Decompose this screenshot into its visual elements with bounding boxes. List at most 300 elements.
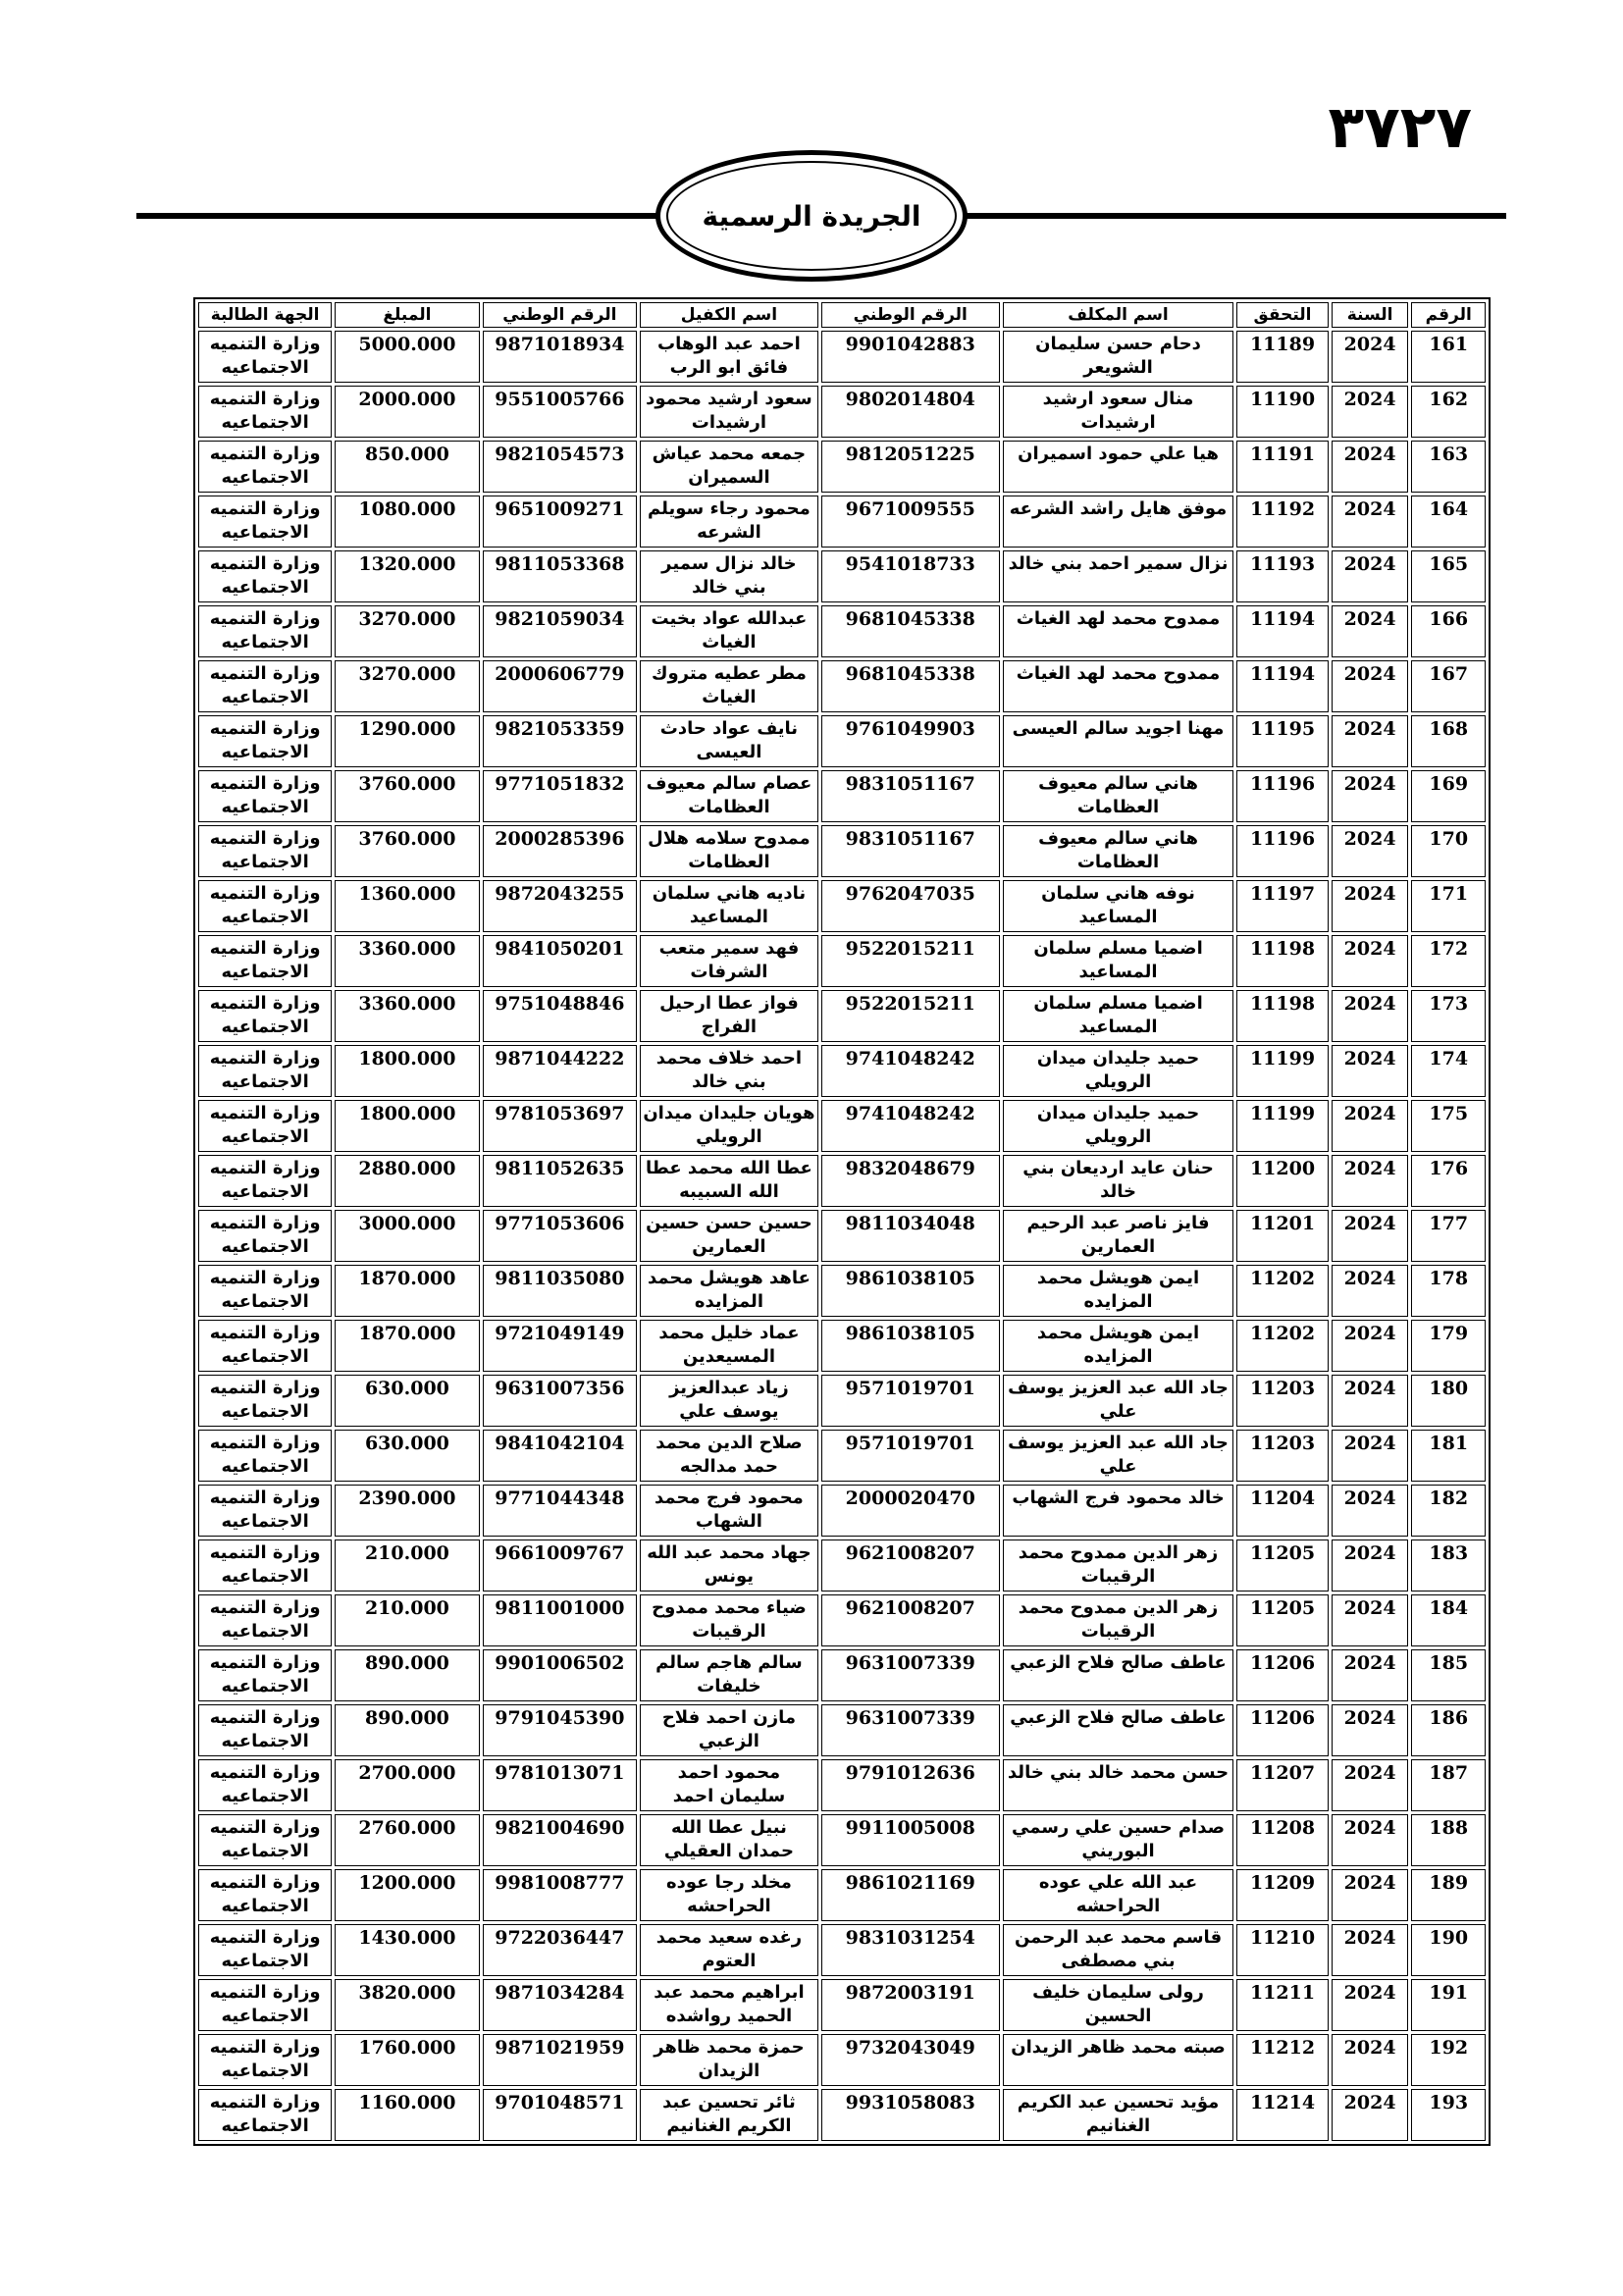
cell-taxpayer-national-id: 9631007339 — [821, 1649, 1000, 1701]
cell-taxpayer-name: زهر الدين ممدوح محمد الرقيبات — [1003, 1594, 1233, 1646]
table-row — [198, 386, 1486, 438]
table-row — [198, 1594, 1486, 1646]
cell-year: 2024 — [1332, 441, 1409, 493]
cell-guarantor-name: جهاد محمد عبد الله يونس — [640, 1539, 818, 1592]
cell-guarantor-name: عطا الله محمد عطا الله السبيبه — [640, 1155, 818, 1207]
cell-year: 2024 — [1332, 1979, 1409, 2031]
cell-amount: 3360.000 — [335, 990, 479, 1042]
cell-amount: 1800.000 — [335, 1100, 479, 1152]
cell-taxpayer-national-id: 9762047035 — [821, 880, 1000, 932]
cell-requesting-entity: وزارة التنميه الاجتماعيه — [198, 605, 332, 657]
cell-taxpayer-national-id: 9832048679 — [821, 1155, 1000, 1207]
table-row — [198, 441, 1486, 493]
cell-amount: 3760.000 — [335, 825, 479, 877]
cell-requesting-entity: وزارة التنميه الاجتماعيه — [198, 880, 332, 932]
cell-year: 2024 — [1332, 496, 1409, 548]
cell-amount: 3360.000 — [335, 935, 479, 987]
cell-taxpayer-national-id: 9811034048 — [821, 1210, 1000, 1262]
cell-guarantor-name: احمد عبد الوهاب فائق ابو الرب — [640, 331, 818, 383]
cell-taxpayer-national-id: 9831031254 — [821, 1924, 1000, 1976]
cell-guarantor-national-id: 9771053606 — [483, 1210, 638, 1262]
column-header-taxpayer-national-id: الرقم الوطني — [821, 302, 1000, 328]
cell-verification: 11211 — [1236, 1979, 1329, 2031]
cell-year: 2024 — [1332, 990, 1409, 1042]
cell-taxpayer-name: هيا علي حمود اسميران — [1003, 441, 1233, 493]
table-row — [198, 331, 1486, 383]
cell-row-number: 165 — [1411, 550, 1486, 602]
cell-requesting-entity: وزارة التنميه الاجتماعيه — [198, 550, 332, 602]
cell-guarantor-name: سالم هاجم سالم خليفات — [640, 1649, 818, 1701]
cell-year: 2024 — [1332, 1155, 1409, 1207]
cell-guarantor-name: نايف عواد حادث العيسى — [640, 715, 818, 767]
cell-verification: 11203 — [1236, 1375, 1329, 1427]
cell-taxpayer-national-id: 9571019701 — [821, 1375, 1000, 1427]
cell-taxpayer-national-id: 9741048242 — [821, 1100, 1000, 1152]
cell-guarantor-national-id: 9751048846 — [483, 990, 638, 1042]
cell-amount: 1800.000 — [335, 1045, 479, 1097]
cell-year: 2024 — [1332, 1759, 1409, 1811]
cell-amount: 1870.000 — [335, 1320, 479, 1372]
cell-row-number: 162 — [1411, 386, 1486, 438]
cell-amount: 3820.000 — [335, 1979, 479, 2031]
table-row — [198, 1924, 1486, 1976]
cell-verification: 11196 — [1236, 770, 1329, 822]
table-row — [198, 2034, 1486, 2086]
cell-taxpayer-national-id: 9901042883 — [821, 331, 1000, 383]
cell-taxpayer-national-id: 9872003191 — [821, 1979, 1000, 2031]
cell-amount: 1160.000 — [335, 2089, 479, 2141]
cell-guarantor-name: زياد عبدالعزيز يوسف علي — [640, 1375, 818, 1427]
table-row — [198, 1430, 1486, 1482]
table-row — [198, 715, 1486, 767]
cell-requesting-entity: وزارة التنميه الاجتماعيه — [198, 331, 332, 383]
cell-row-number: 190 — [1411, 1924, 1486, 1976]
cell-row-number: 169 — [1411, 770, 1486, 822]
cell-amount: 3760.000 — [335, 770, 479, 822]
cell-taxpayer-name: رولى سليمان خليف الحسين — [1003, 1979, 1233, 2031]
cell-taxpayer-name: صبته محمد ظاهر الزيدان — [1003, 2034, 1233, 2086]
cell-row-number: 174 — [1411, 1045, 1486, 1097]
cell-taxpayer-name: هاني سالم معيوف العظامات — [1003, 825, 1233, 877]
cell-row-number: 168 — [1411, 715, 1486, 767]
cell-row-number: 186 — [1411, 1704, 1486, 1756]
cell-taxpayer-national-id: 9631007339 — [821, 1704, 1000, 1756]
cell-requesting-entity: وزارة التنميه الاجتماعيه — [198, 496, 332, 548]
cell-verification: 11191 — [1236, 441, 1329, 493]
table-header-row — [198, 302, 1486, 328]
cell-taxpayer-name: دحام حسن سليمان الشويعر — [1003, 331, 1233, 383]
cell-row-number: 178 — [1411, 1265, 1486, 1317]
cell-verification: 11193 — [1236, 550, 1329, 602]
cell-taxpayer-name: عاطف صالح فلاح الزعبي — [1003, 1649, 1233, 1701]
cell-verification: 11206 — [1236, 1649, 1329, 1701]
cell-guarantor-name: مخلد رجا عوده الحراحشه — [640, 1869, 818, 1921]
cell-row-number: 171 — [1411, 880, 1486, 932]
cell-taxpayer-national-id: 9861021169 — [821, 1869, 1000, 1921]
cell-year: 2024 — [1332, 1649, 1409, 1701]
cell-taxpayer-national-id: 9541018733 — [821, 550, 1000, 602]
cell-amount: 630.000 — [335, 1430, 479, 1482]
cell-amount: 2000.000 — [335, 386, 479, 438]
cell-guarantor-national-id: 9901006502 — [483, 1649, 638, 1701]
table-row — [198, 990, 1486, 1042]
cell-taxpayer-name: حميد جليدان ميدان الرويلي — [1003, 1100, 1233, 1152]
cell-verification: 11194 — [1236, 660, 1329, 712]
cell-requesting-entity: وزارة التنميه الاجتماعيه — [198, 660, 332, 712]
cell-taxpayer-national-id: 9522015211 — [821, 990, 1000, 1042]
cell-guarantor-national-id: 9661009767 — [483, 1539, 638, 1592]
cell-amount: 1200.000 — [335, 1869, 479, 1921]
cell-requesting-entity: وزارة التنميه الاجتماعيه — [198, 715, 332, 767]
cell-guarantor-national-id: 9722036447 — [483, 1924, 638, 1976]
table-row — [198, 880, 1486, 932]
cell-amount: 3270.000 — [335, 660, 479, 712]
cell-taxpayer-name: نوفه هاني سلمان المساعيد — [1003, 880, 1233, 932]
cell-guarantor-national-id: 9841042104 — [483, 1430, 638, 1482]
cell-guarantor-national-id: 9821054573 — [483, 441, 638, 493]
cell-row-number: 179 — [1411, 1320, 1486, 1372]
cell-row-number: 180 — [1411, 1375, 1486, 1427]
cell-guarantor-name: فهد سمير متعب الشرفات — [640, 935, 818, 987]
cell-requesting-entity: وزارة التنميه الاجتماعيه — [198, 1045, 332, 1097]
table-row — [198, 1704, 1486, 1756]
cell-verification: 11194 — [1236, 605, 1329, 657]
cell-guarantor-national-id: 9871044222 — [483, 1045, 638, 1097]
cell-taxpayer-name: اضميا مسلم سلمان المساعيد — [1003, 990, 1233, 1042]
cell-requesting-entity: وزارة التنميه الاجتماعيه — [198, 2034, 332, 2086]
cell-guarantor-name: احمد خلاف محمد بني خالد — [640, 1045, 818, 1097]
cell-requesting-entity: وزارة التنميه الاجتماعيه — [198, 1979, 332, 2031]
cell-year: 2024 — [1332, 715, 1409, 767]
cell-requesting-entity: وزارة التنميه الاجتماعيه — [198, 1265, 332, 1317]
cell-amount: 2760.000 — [335, 1814, 479, 1866]
cell-row-number: 172 — [1411, 935, 1486, 987]
cell-guarantor-national-id: 9701048571 — [483, 2089, 638, 2141]
cell-guarantor-national-id: 9981008777 — [483, 1869, 638, 1921]
table-row — [198, 496, 1486, 548]
cell-guarantor-national-id: 9811035080 — [483, 1265, 638, 1317]
cell-year: 2024 — [1332, 1375, 1409, 1427]
cell-verification: 11207 — [1236, 1759, 1329, 1811]
cell-amount: 890.000 — [335, 1649, 479, 1701]
cell-amount: 850.000 — [335, 441, 479, 493]
column-header-year: السنة — [1332, 302, 1409, 328]
cell-requesting-entity: وزارة التنميه الاجتماعيه — [198, 1485, 332, 1537]
cell-taxpayer-national-id: 9861038105 — [821, 1265, 1000, 1317]
column-header-taxpayer-name: اسم المكلف — [1003, 302, 1233, 328]
cell-amount: 2880.000 — [335, 1155, 479, 1207]
cell-taxpayer-name: عبد الله علي عوده الحراحشه — [1003, 1869, 1233, 1921]
cell-taxpayer-national-id: 9831051167 — [821, 770, 1000, 822]
cell-taxpayer-national-id: 9812051225 — [821, 441, 1000, 493]
cell-taxpayer-name: هاني سالم معيوف العظامات — [1003, 770, 1233, 822]
cell-taxpayer-national-id: 9571019701 — [821, 1430, 1000, 1482]
table-row — [198, 605, 1486, 657]
cell-row-number: 175 — [1411, 1100, 1486, 1152]
cell-taxpayer-name: موفق هايل راشد الشرعه — [1003, 496, 1233, 548]
cell-requesting-entity: وزارة التنميه الاجتماعيه — [198, 825, 332, 877]
cell-guarantor-national-id: 9821053359 — [483, 715, 638, 767]
cell-taxpayer-national-id: 9732043049 — [821, 2034, 1000, 2086]
table-row — [198, 1100, 1486, 1152]
cell-verification: 11208 — [1236, 1814, 1329, 1866]
cell-guarantor-name: جمعه محمد عياش السميران — [640, 441, 818, 493]
cell-verification: 11205 — [1236, 1539, 1329, 1592]
cell-year: 2024 — [1332, 1594, 1409, 1646]
cell-amount: 890.000 — [335, 1704, 479, 1756]
cell-year: 2024 — [1332, 550, 1409, 602]
cell-row-number: 185 — [1411, 1649, 1486, 1701]
page-number: ٣٧٢٧ — [1328, 93, 1472, 162]
cell-requesting-entity: وزارة التنميه الاجتماعيه — [198, 2089, 332, 2141]
cell-verification: 11200 — [1236, 1155, 1329, 1207]
table-row — [198, 935, 1486, 987]
cell-guarantor-name: ضياء محمد ممدوح الرقيبات — [640, 1594, 818, 1646]
cell-verification: 11192 — [1236, 496, 1329, 548]
cell-guarantor-name: هويان جليدان ميدان الرويلي — [640, 1100, 818, 1152]
table-row — [198, 1320, 1486, 1372]
cell-taxpayer-national-id: 9791012636 — [821, 1759, 1000, 1811]
cell-verification: 11203 — [1236, 1430, 1329, 1482]
cell-guarantor-name: عبدالله عواد بخيت الغياث — [640, 605, 818, 657]
cell-amount: 1320.000 — [335, 550, 479, 602]
cell-guarantor-name: محمود رجاء سويلم الشرعه — [640, 496, 818, 548]
cell-amount: 210.000 — [335, 1539, 479, 1592]
cell-verification: 11202 — [1236, 1320, 1329, 1372]
cell-amount: 2700.000 — [335, 1759, 479, 1811]
cell-row-number: 192 — [1411, 2034, 1486, 2086]
cell-requesting-entity: وزارة التنميه الاجتماعيه — [198, 1924, 332, 1976]
cell-row-number: 170 — [1411, 825, 1486, 877]
cell-row-number: 173 — [1411, 990, 1486, 1042]
column-header-amount: المبلغ — [335, 302, 479, 328]
gazette-title-oval — [655, 150, 968, 282]
cell-year: 2024 — [1332, 2034, 1409, 2086]
table-row — [198, 1869, 1486, 1921]
cell-guarantor-name: مازن احمد فلاح الزعبي — [640, 1704, 818, 1756]
cell-guarantor-name: نبيل عطا الله حمدان العقيلي — [640, 1814, 818, 1866]
cell-row-number: 161 — [1411, 331, 1486, 383]
cell-guarantor-national-id: 9871021959 — [483, 2034, 638, 2086]
cell-guarantor-national-id: 9791045390 — [483, 1704, 638, 1756]
cell-amount: 1870.000 — [335, 1265, 479, 1317]
cell-taxpayer-national-id: 9621008207 — [821, 1539, 1000, 1592]
cell-year: 2024 — [1332, 605, 1409, 657]
cell-guarantor-name: مطر عطيه متروك الغياث — [640, 660, 818, 712]
cell-guarantor-name: محمود احمد سليمان احمد — [640, 1759, 818, 1811]
cell-year: 2024 — [1332, 1045, 1409, 1097]
cell-requesting-entity: وزارة التنميه الاجتماعيه — [198, 1869, 332, 1921]
cell-taxpayer-national-id: 9681045338 — [821, 660, 1000, 712]
cell-requesting-entity: وزارة التنميه الاجتماعيه — [198, 770, 332, 822]
cell-requesting-entity: وزارة التنميه الاجتماعيه — [198, 386, 332, 438]
cell-taxpayer-name: خالد محمود فرج الشهاب — [1003, 1485, 1233, 1537]
cell-year: 2024 — [1332, 1869, 1409, 1921]
cell-verification: 11202 — [1236, 1265, 1329, 1317]
cell-requesting-entity: وزارة التنميه الاجتماعيه — [198, 1594, 332, 1646]
cell-requesting-entity: وزارة التنميه الاجتماعيه — [198, 1320, 332, 1372]
cell-taxpayer-name: حميد جليدان ميدان الرويلي — [1003, 1045, 1233, 1097]
cell-taxpayer-name: نزال سمير احمد بني خالد — [1003, 550, 1233, 602]
cell-taxpayer-name: زهر الدين ممدوح محمد الرقيبات — [1003, 1539, 1233, 1592]
cell-taxpayer-name: حنان عايد ارديعان بني خالد — [1003, 1155, 1233, 1207]
cell-verification: 11199 — [1236, 1045, 1329, 1097]
gazette-title: الجريدة الرسمية — [702, 199, 921, 233]
column-header-row-number: الرقم — [1411, 302, 1486, 328]
cell-taxpayer-national-id: 9671009555 — [821, 496, 1000, 548]
cell-requesting-entity: وزارة التنميه الاجتماعيه — [198, 1375, 332, 1427]
cell-guarantor-national-id: 9811052635 — [483, 1155, 638, 1207]
column-header-guarantor-name: اسم الكفيل — [640, 302, 818, 328]
cell-guarantor-name: حسين حسن حسين العمارين — [640, 1210, 818, 1262]
cell-verification: 11212 — [1236, 2034, 1329, 2086]
cell-guarantor-national-id: 9721049149 — [483, 1320, 638, 1372]
table-body — [198, 331, 1486, 2141]
cell-taxpayer-national-id: 9861038105 — [821, 1320, 1000, 1372]
column-header-requesting-entity: الجهة الطالبة — [198, 302, 332, 328]
table-row — [198, 825, 1486, 877]
table-row — [198, 1375, 1486, 1427]
cell-requesting-entity: وزارة التنميه الاجتماعيه — [198, 1649, 332, 1701]
cell-guarantor-name: حمزة محمد ظاهر الزيدان — [640, 2034, 818, 2086]
cell-row-number: 167 — [1411, 660, 1486, 712]
cell-guarantor-name: عماد خليل محمد المسيعدين — [640, 1320, 818, 1372]
table-row — [198, 1265, 1486, 1317]
cell-taxpayer-name: صدام حسين علي رسمي البوريني — [1003, 1814, 1233, 1866]
cell-verification: 11190 — [1236, 386, 1329, 438]
cell-taxpayer-name: حسن محمد خالد بني خالد — [1003, 1759, 1233, 1811]
cell-row-number: 189 — [1411, 1869, 1486, 1921]
cell-year: 2024 — [1332, 825, 1409, 877]
cell-verification: 11201 — [1236, 1210, 1329, 1262]
table-row — [198, 1210, 1486, 1262]
cell-verification: 11197 — [1236, 880, 1329, 932]
table-row — [198, 1814, 1486, 1866]
cell-taxpayer-name: ايمن هويشل محمد المزايده — [1003, 1320, 1233, 1372]
cell-taxpayer-name: جاد الله عبد العزيز يوسف علي — [1003, 1375, 1233, 1427]
table-row — [198, 2089, 1486, 2141]
cell-guarantor-national-id: 9551005766 — [483, 386, 638, 438]
cell-taxpayer-name: مهنا اجويد سالم العيسى — [1003, 715, 1233, 767]
cell-guarantor-name: خالد نزال سمير بني خالد — [640, 550, 818, 602]
cell-guarantor-name: صلاح الدين محمد حمد مدالجه — [640, 1430, 818, 1482]
cell-verification: 11198 — [1236, 990, 1329, 1042]
table-row — [198, 550, 1486, 602]
cell-guarantor-national-id: 9811053368 — [483, 550, 638, 602]
cell-row-number: 193 — [1411, 2089, 1486, 2141]
cell-guarantor-national-id: 9771051832 — [483, 770, 638, 822]
table-row — [198, 1759, 1486, 1811]
cell-row-number: 166 — [1411, 605, 1486, 657]
cell-year: 2024 — [1332, 1320, 1409, 1372]
cell-requesting-entity: وزارة التنميه الاجتماعيه — [198, 1430, 332, 1482]
cell-requesting-entity: وزارة التنميه الاجتماعيه — [198, 1539, 332, 1592]
cell-guarantor-national-id: 9872043255 — [483, 880, 638, 932]
cell-taxpayer-national-id: 9911005008 — [821, 1814, 1000, 1866]
cell-verification: 11214 — [1236, 2089, 1329, 2141]
table-row — [198, 770, 1486, 822]
cell-requesting-entity: وزارة التنميه الاجتماعيه — [198, 1759, 332, 1811]
table-row — [198, 1649, 1486, 1701]
table-row — [198, 660, 1486, 712]
cell-amount: 3270.000 — [335, 605, 479, 657]
cell-guarantor-name: عاهد هويشل محمد المزايده — [640, 1265, 818, 1317]
cell-taxpayer-national-id: 9621008207 — [821, 1594, 1000, 1646]
cell-taxpayer-national-id: 9741048242 — [821, 1045, 1000, 1097]
cell-guarantor-name: محمود فرج محمد الشهاب — [640, 1485, 818, 1537]
cell-requesting-entity: وزارة التنميه الاجتماعيه — [198, 441, 332, 493]
cell-verification: 11210 — [1236, 1924, 1329, 1976]
cell-taxpayer-name: ممدوح محمد لهد الغياث — [1003, 605, 1233, 657]
cell-taxpayer-name: مؤيد تحسين عبد الكريم الغنانيم — [1003, 2089, 1233, 2141]
cell-guarantor-name: عصام سالم معيوف العظامات — [640, 770, 818, 822]
cell-year: 2024 — [1332, 2089, 1409, 2141]
cell-row-number: 163 — [1411, 441, 1486, 493]
cell-year: 2024 — [1332, 331, 1409, 383]
column-header-guarantor-national-id: الرقم الوطني — [483, 302, 638, 328]
cell-verification: 11205 — [1236, 1594, 1329, 1646]
cell-verification: 11199 — [1236, 1100, 1329, 1152]
cell-taxpayer-national-id: 9522015211 — [821, 935, 1000, 987]
cell-taxpayer-name: اضميا مسلم سلمان المساعيد — [1003, 935, 1233, 987]
cell-year: 2024 — [1332, 935, 1409, 987]
cell-year: 2024 — [1332, 770, 1409, 822]
cell-amount: 630.000 — [335, 1375, 479, 1427]
cell-guarantor-national-id: 9781053697 — [483, 1100, 638, 1152]
cell-verification: 11189 — [1236, 331, 1329, 383]
cell-taxpayer-national-id: 9761049903 — [821, 715, 1000, 767]
cell-year: 2024 — [1332, 1485, 1409, 1537]
cell-year: 2024 — [1332, 1704, 1409, 1756]
cell-year: 2024 — [1332, 1539, 1409, 1592]
cell-guarantor-national-id: 2000606779 — [483, 660, 638, 712]
cell-verification: 11196 — [1236, 825, 1329, 877]
cell-requesting-entity: وزارة التنميه الاجتماعيه — [198, 1814, 332, 1866]
data-table — [193, 297, 1491, 2146]
cell-guarantor-national-id: 2000285396 — [483, 825, 638, 877]
cell-guarantor-national-id: 9781013071 — [483, 1759, 638, 1811]
cell-amount: 1430.000 — [335, 1924, 479, 1976]
cell-guarantor-name: رغده سعيد محمد العتوم — [640, 1924, 818, 1976]
cell-year: 2024 — [1332, 880, 1409, 932]
cell-taxpayer-name: ايمن هويشل محمد المزايده — [1003, 1265, 1233, 1317]
cell-guarantor-national-id: 9651009271 — [483, 496, 638, 548]
cell-taxpayer-name: قاسم محمد عبد الرحمن بني مصطفى — [1003, 1924, 1233, 1976]
cell-row-number: 183 — [1411, 1539, 1486, 1592]
cell-requesting-entity: وزارة التنميه الاجتماعيه — [198, 935, 332, 987]
cell-row-number: 181 — [1411, 1430, 1486, 1482]
cell-guarantor-national-id: 9821004690 — [483, 1814, 638, 1866]
table-row — [198, 1485, 1486, 1537]
cell-guarantor-name: ثائر تحسين عبد الكريم الغنانيم — [640, 2089, 818, 2141]
cell-requesting-entity: وزارة التنميه الاجتماعيه — [198, 990, 332, 1042]
cell-taxpayer-name: ممدوح محمد لهد الغياث — [1003, 660, 1233, 712]
cell-year: 2024 — [1332, 1924, 1409, 1976]
cell-taxpayer-national-id: 2000020470 — [821, 1485, 1000, 1537]
cell-guarantor-national-id: 9841050201 — [483, 935, 638, 987]
cell-guarantor-national-id: 9811001000 — [483, 1594, 638, 1646]
column-header-verification: التحقق — [1236, 302, 1329, 328]
cell-verification: 11209 — [1236, 1869, 1329, 1921]
cell-guarantor-national-id: 9871034284 — [483, 1979, 638, 2031]
cell-year: 2024 — [1332, 660, 1409, 712]
cell-row-number: 177 — [1411, 1210, 1486, 1262]
cell-taxpayer-national-id: 9802014804 — [821, 386, 1000, 438]
cell-taxpayer-national-id: 9931058083 — [821, 2089, 1000, 2141]
cell-requesting-entity: وزارة التنميه الاجتماعيه — [198, 1210, 332, 1262]
cell-row-number: 188 — [1411, 1814, 1486, 1866]
cell-amount: 2390.000 — [335, 1485, 479, 1537]
